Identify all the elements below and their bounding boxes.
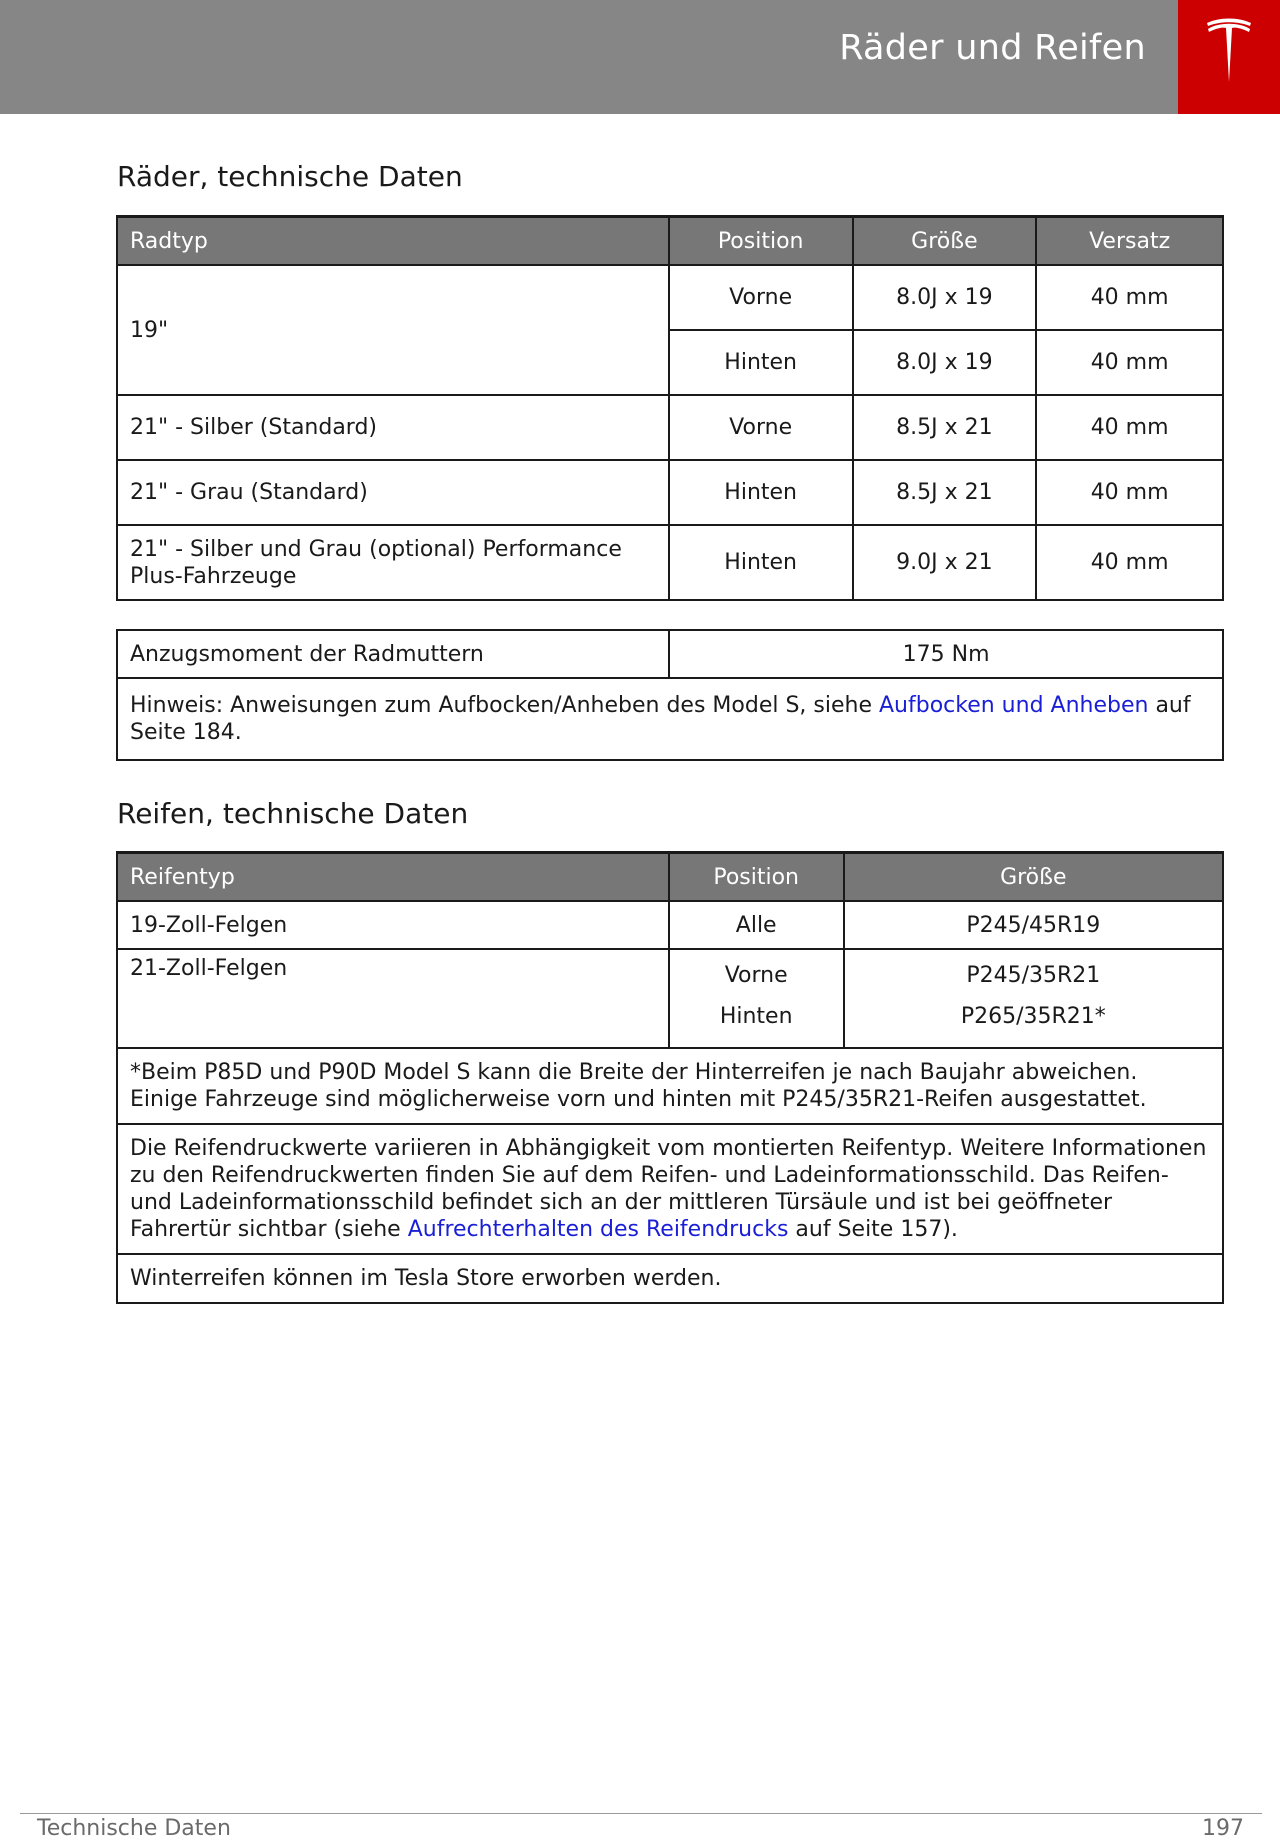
wheel-offset-cell: 40 mm (1036, 395, 1223, 460)
tesla-t-logo-icon (1206, 18, 1252, 84)
tire-size-cell: P245/45R19 (844, 901, 1223, 949)
wheel-type-cell: 21" - Grau (Standard) (117, 460, 669, 525)
tire-pressure-text: Die Reifendruckwerte variieren in Abhängigkeit vom montierten Reifentyp. Weitere Informationen zu den Reifendruckwerten finden Sie auf dem Reifen- und Ladeinformationsschild. Das Reifen- und Ladeinformationsschild befindet sich an der mittleren Türsäule und ist bei geöffneter Fahrertür sichtbar (siehe (130, 1136, 1207, 1242)
wheel-size-cell: 8.0J x 19 (853, 330, 1037, 395)
tire-type-label: 21-Zoll-Felgen (130, 956, 288, 981)
tire-size-value: P245/35R21 (966, 963, 1101, 988)
wheel-size-cell: 8.0J x 19 (853, 265, 1037, 330)
wheel-type-cell: 21" - Silber und Grau (optional) Performance Plus-Fahrzeuge (117, 525, 669, 600)
tire-pressure-row (117, 1124, 1223, 1254)
wheel-table-header-row (117, 217, 1223, 266)
wheel-table-row (117, 265, 1223, 330)
torque-label: Anzugsmoment der Radmuttern (117, 630, 669, 678)
winter-tires-row (117, 1254, 1223, 1303)
tire-table-header-row (117, 853, 1223, 902)
tire-pressure-link[interactable]: Aufrechterhalten des Reifendrucks (407, 1217, 789, 1242)
wheel-offset-cell: 40 mm (1036, 330, 1223, 395)
wheel-position-cell: Hinten (669, 330, 853, 395)
tire-table-row (117, 901, 1223, 949)
wheel-position-cell: Hinten (669, 460, 853, 525)
wheel-offset-cell: 40 mm (1036, 265, 1223, 330)
torque-note-row (117, 678, 1223, 760)
wheel-specs-table (116, 215, 1224, 601)
wheel-position-cell: Vorne (669, 265, 853, 330)
tire-position-value: Hinten (719, 1004, 793, 1029)
jacking-note (117, 678, 1223, 760)
tire-type-cell: 19-Zoll-Felgen (117, 901, 669, 949)
torque-value: 175 Nm (669, 630, 1223, 678)
column-header-position: Position (669, 217, 853, 266)
wheel-position-cell: Hinten (669, 525, 853, 600)
tire-specs-title: Reifen, technische Daten (117, 797, 469, 830)
winter-tires-note: Winterreifen können im Tesla Store erworben werden. (117, 1254, 1223, 1303)
column-header-tire-type: Reifentyp (117, 853, 669, 902)
tire-pressure-page: auf Seite 157). (788, 1217, 958, 1242)
wheel-size-cell: 9.0J x 21 (853, 525, 1037, 600)
tire-position-cell (669, 949, 844, 1048)
tire-size-cell (844, 949, 1223, 1048)
column-header-tire-position: Position (669, 853, 844, 902)
wheel-table-row (117, 460, 1223, 525)
wheel-table-row (117, 525, 1223, 600)
tire-size-value: P265/35R21* (960, 1004, 1106, 1029)
footer-section-name: Technische Daten (37, 1816, 231, 1841)
torque-table (116, 629, 1224, 761)
wheel-offset-cell: 40 mm (1036, 525, 1223, 600)
tire-footnote-row (117, 1048, 1223, 1124)
column-header-tire-size: Größe (844, 853, 1223, 902)
wheel-table-row (117, 395, 1223, 460)
tire-type-cell (117, 949, 669, 1048)
tire-position-cell: Alle (669, 901, 844, 949)
wheel-size-cell: 8.5J x 21 (853, 395, 1037, 460)
tire-pressure-note (117, 1124, 1223, 1254)
column-header-size: Größe (853, 217, 1037, 266)
jacking-link[interactable]: Aufbocken und Anheben (879, 693, 1149, 718)
page-header-title: Räder und Reifen (839, 28, 1146, 68)
jacking-note-page: auf Seite 184. (130, 693, 1191, 745)
torque-row (117, 630, 1223, 678)
column-header-offset: Versatz (1036, 217, 1223, 266)
tire-table-row (117, 949, 1223, 1048)
logo-box (1178, 0, 1280, 114)
footer-divider (20, 1813, 1262, 1814)
wheel-type-cell: 19" (117, 265, 669, 395)
wheel-position-cell: Vorne (669, 395, 853, 460)
wheel-type-cell: 21" - Silber (Standard) (117, 395, 669, 460)
jacking-note-text: Hinweis: Anweisungen zum Aufbocken/Anheben des Model S, siehe (130, 693, 879, 718)
footer-page-number: 197 (1202, 1816, 1244, 1841)
header-bar (0, 0, 1178, 114)
wheel-specs-title: Räder, technische Daten (117, 160, 463, 193)
tire-width-footnote: *Beim P85D und P90D Model S kann die Breite der Hinterreifen je nach Baujahr abweichen. Einige Fahrzeuge sind möglicherweise vorn und hinten mit P245/35R21-Reifen ausgestattet. (117, 1048, 1223, 1124)
wheel-offset-cell: 40 mm (1036, 460, 1223, 525)
column-header-wheel-type: Radtyp (117, 217, 669, 266)
tire-specs-table (116, 851, 1224, 1304)
tire-position-value: Vorne (724, 963, 788, 988)
wheel-size-cell: 8.5J x 21 (853, 460, 1037, 525)
